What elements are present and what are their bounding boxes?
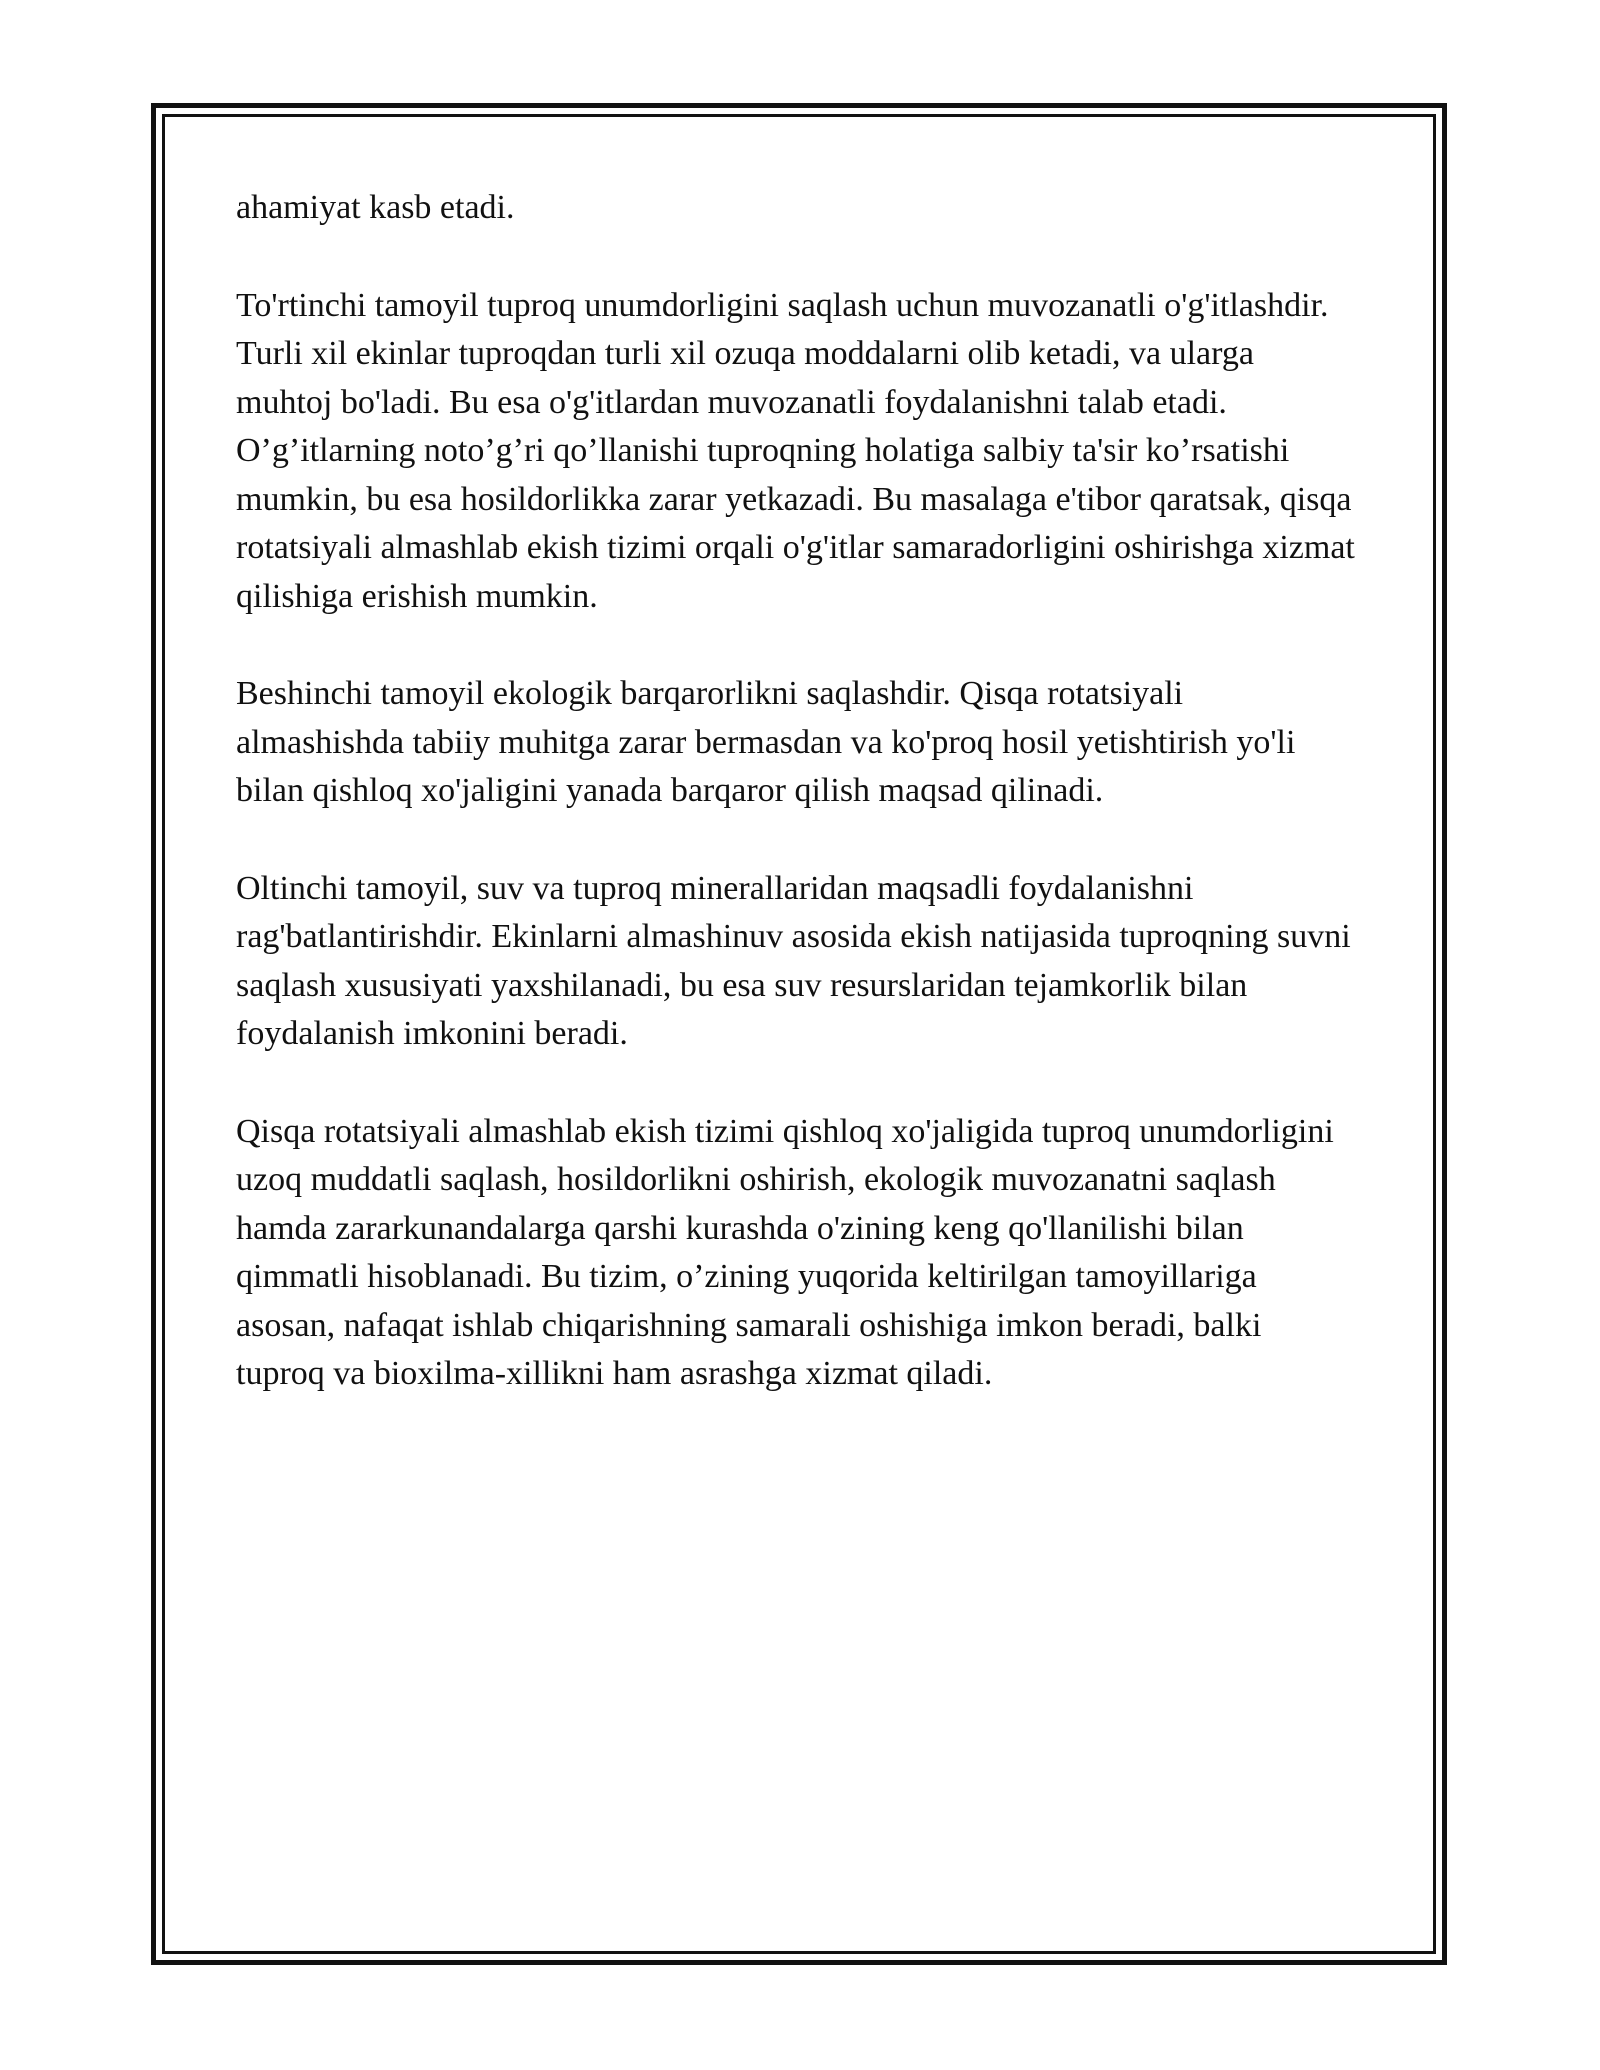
paragraph-continuation: ahamiyat kasb etadi.	[236, 189, 515, 226]
page-body	[236, 184, 1356, 1448]
paragraph-sixth-principle: Oltinchi tamoyil, suv va tuproq minerallaridan maqsadli foydalanishni rag'batlantirishdir. Ekinlarni almashinuv asosida ekish natijasida tuproqning suvni saqlash xususiyati yaxshilanadi, bu esa suv resurslaridan tejamkorlik bilan foydalanish imkonini beradi.	[236, 869, 1351, 1052]
paragraph-fourth-principle: To'rtinchi tamoyil tuproq unumdorligini saqlash uchun muvozanatli o'g'itlashdir. Turli xil ekinlar tuproqdan turli xil ozuqa moddalarni olib ketadi, va ularga muhtoj bo'ladi. Bu esa o'g'itlardan muvozanatli foydalanishni talab etadi. O’g’itlarning noto’g’ri qo’llanishi tuproqning holatiga salbiy ta'sir ko’rsatishi mumkin, bu esa hosildorlikka zarar yetkazadi. Bu masalaga e'tibor qaratsak, qisqa rotatsiyali almashlab ekish tizimi orqali o'g'itlar samaradorligini oshirishga xizmat qilishiga erishish mumkin.	[236, 286, 1355, 615]
paragraph-fifth-principle: Beshinchi tamoyil ekologik barqarorlikni saqlashdir. Qisqa rotatsiyali almashishda tabiiy muhitga zarar bermasdan va ko'proq hosil yetishtirish yo'li bilan qishloq xo'jaligini yanada barqaror qilish maqsad qilinadi.	[236, 675, 1296, 809]
paragraph-conclusion: Qisqa rotatsiyali almashlab ekish tizimi qishloq xo'jaligida tuproq unumdorligini uzoq muddatli saqlash, hosildorlikni oshirish, ekologik muvozanatni saqlash hamda zararkunandalarga qarshi kurashda o'zining keng qo'llanilishi bilan qimmatli hisoblanadi. Bu tizim, o’zining yuqorida keltirilgan tamoyillariga asosan, nafaqat ishlab chiqarishning samarali oshishiga imkon beradi, balki tuproq va bioxilma-xillikni ham asrashga xizmat qiladi.	[236, 1112, 1334, 1392]
